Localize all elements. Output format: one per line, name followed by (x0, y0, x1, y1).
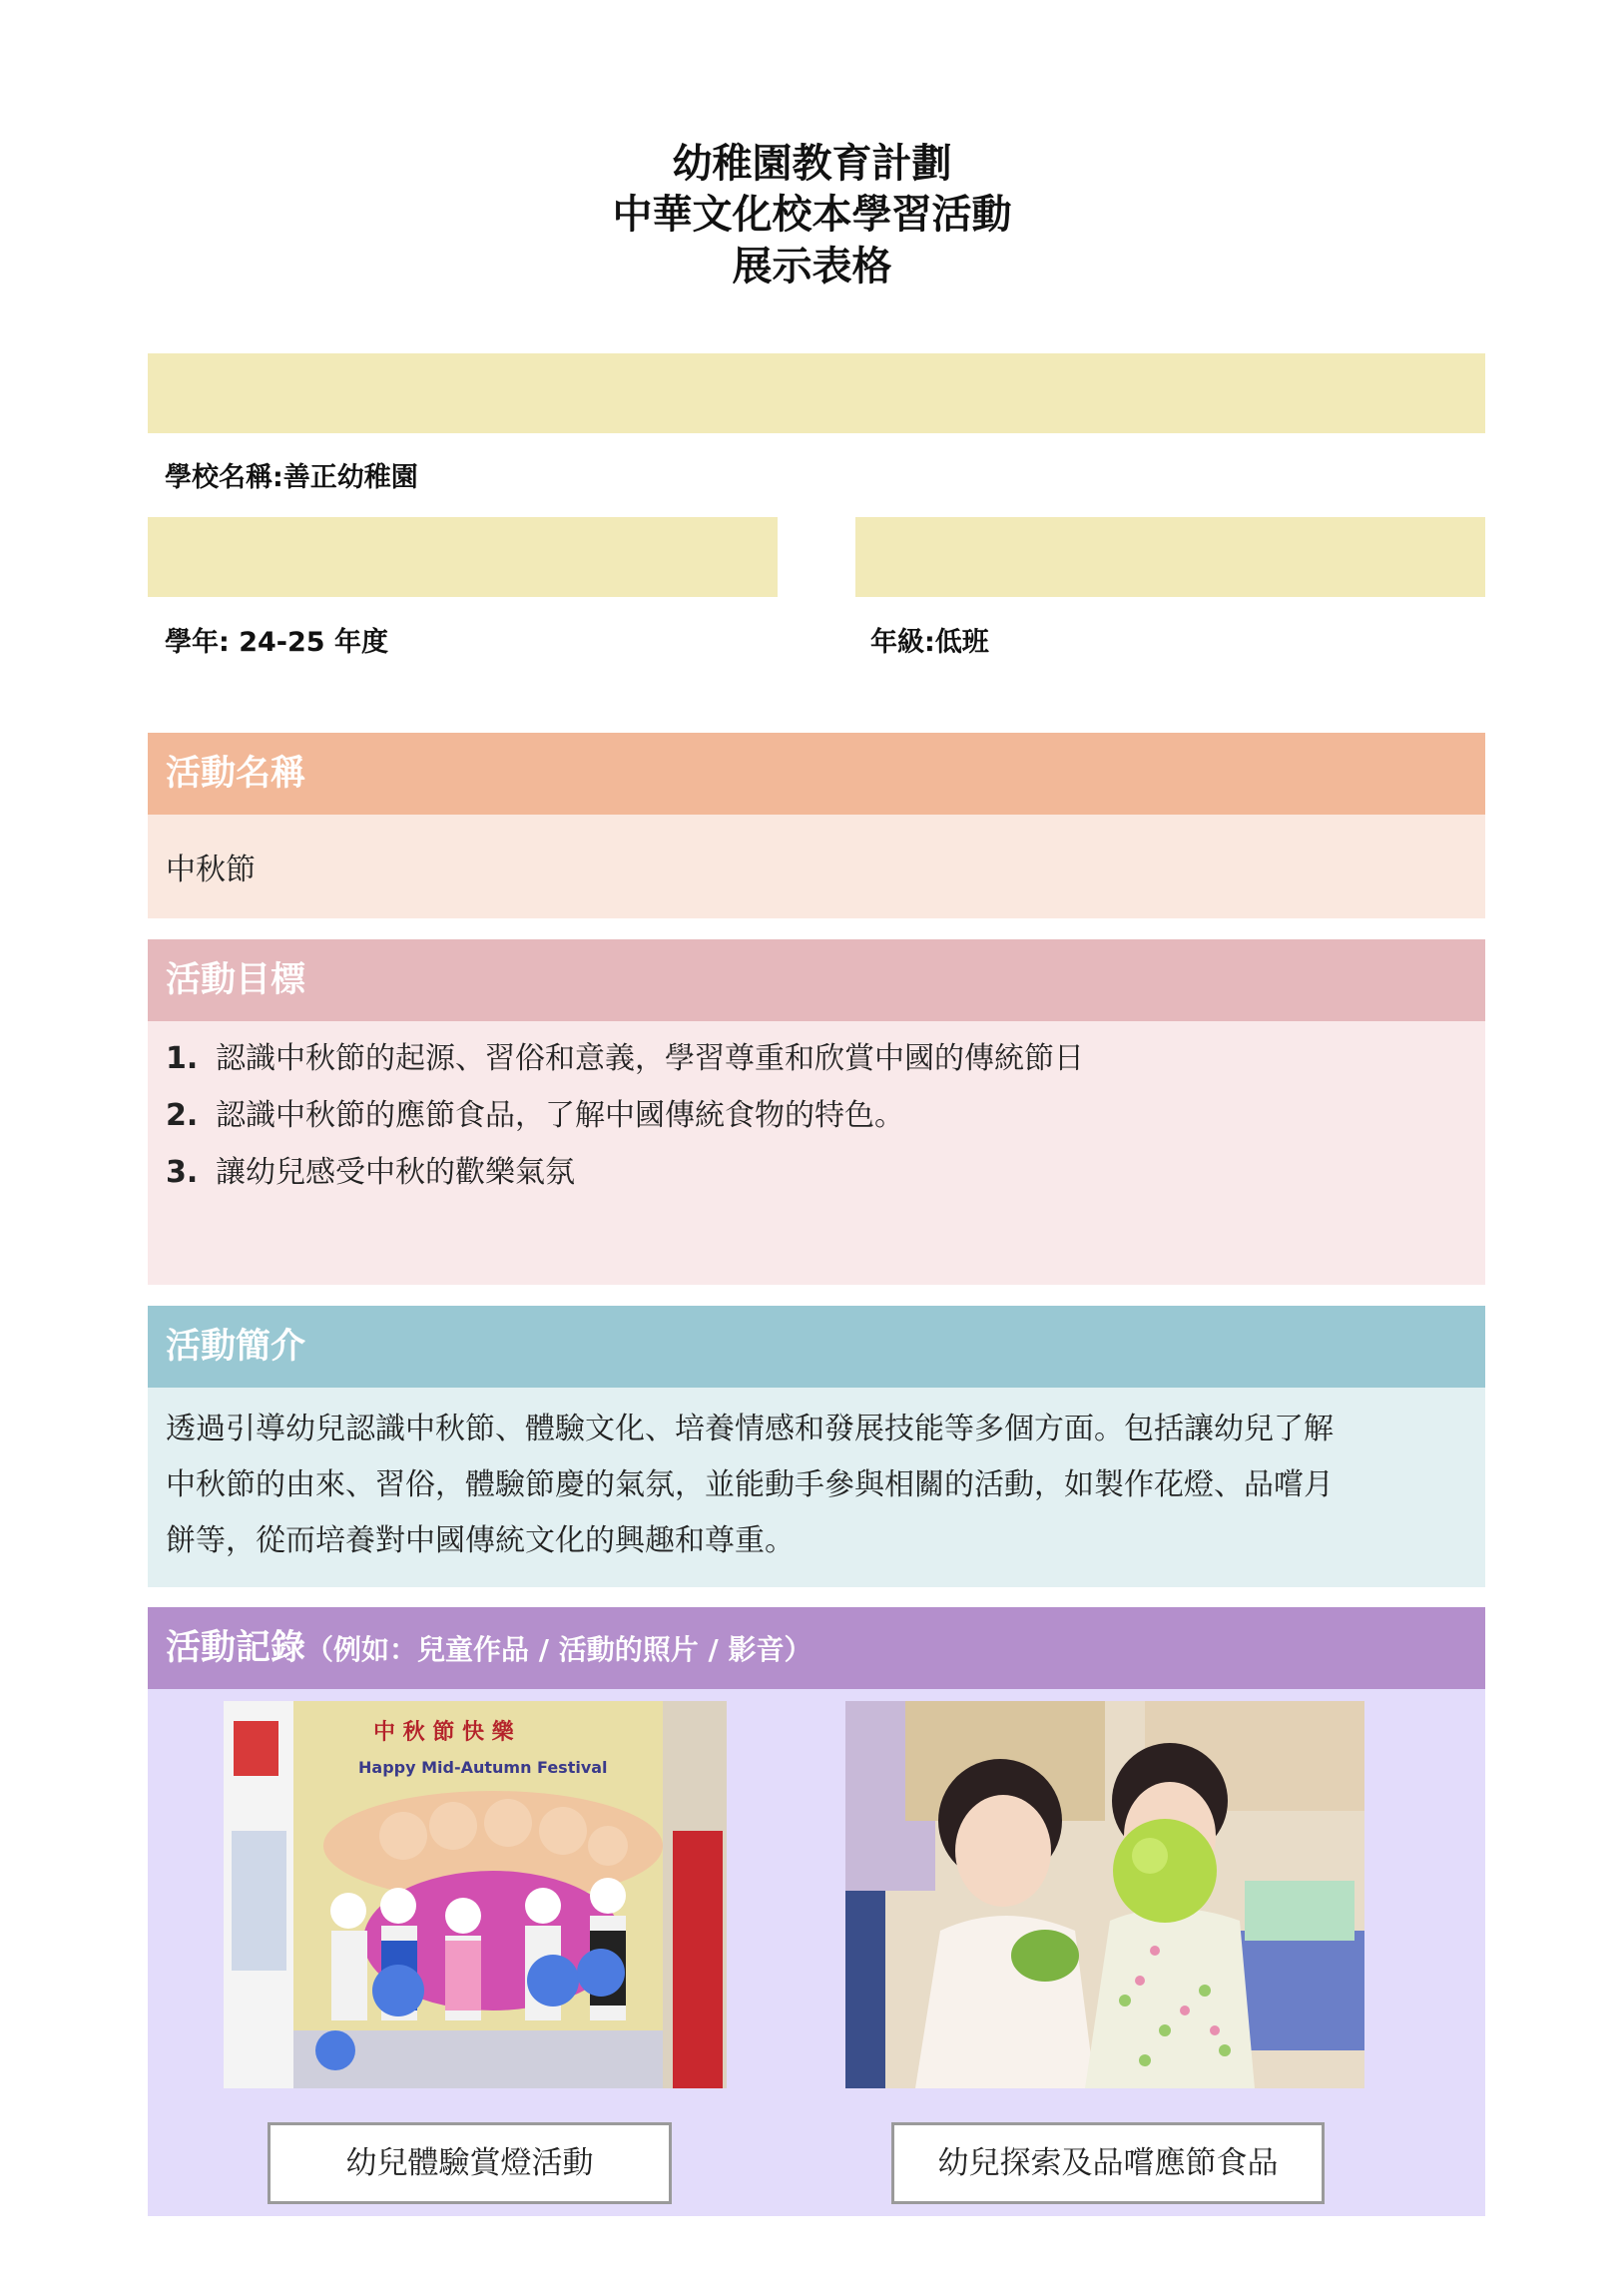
objective-number: 1. (166, 1041, 199, 1076)
intro-text (166, 1402, 1473, 1569)
food-tasting-photo (845, 1701, 1364, 2088)
banner-text: 中 秋 節 快 樂 (373, 1720, 514, 1745)
food-photo-illustration (845, 1701, 1364, 2088)
school-name: 學校名稱:善正幼稚園 (165, 462, 418, 493)
page-subtitle: 中華文化校本學習活動 (612, 192, 1012, 238)
intro-line: 中秋節的由來、習俗，體驗節慶的氣氛，並能動手參與相關的活動，如製作花燈、品嚐月 (166, 1467, 1334, 1502)
lantern-activity-photo (224, 1701, 727, 2088)
activity-name-value: 中秋節 (166, 853, 256, 887)
objective-number: 2. (166, 1098, 199, 1133)
intro-line: 透過引導幼兒認識中秋節、體驗文化、培養情感和發展技能等多個方面。包括讓幼兒了解 (166, 1412, 1334, 1446)
school-year: 學年: 24-25 年度 (165, 627, 388, 658)
record-label: 活動記錄 (166, 1628, 306, 1668)
grade-bar (855, 517, 1485, 597)
intro-line: 餅等，從而培養對中國傳統文化的興趣和尊重。 (166, 1523, 795, 1558)
school-year-bar (148, 517, 778, 597)
intro-header: 活動簡介 (148, 1306, 1485, 1388)
objective-item (166, 1147, 575, 1191)
page-form-title: 展示表格 (732, 244, 892, 289)
intro-body (148, 1388, 1485, 1587)
activity-name-header: 活動名稱 (148, 733, 1485, 815)
objective-text: 認識中秋節的起源、習俗和意義，學習尊重和欣賞中國的傳統節日 (216, 1041, 1084, 1076)
objective-item (166, 1033, 1084, 1077)
page-title: 幼稚園教育計劃 (672, 141, 952, 187)
objective-item (166, 1090, 904, 1134)
photo-caption-food: 幼兒探索及品嚐應節食品 (891, 2122, 1325, 2204)
school-name-bar (148, 353, 1485, 433)
record-sublabel: （例如：兒童作品 / 活動的照片 / 影音） (305, 1633, 812, 1666)
lantern-photo-illustration (224, 1701, 727, 2088)
grade: 年級:低班 (870, 627, 989, 658)
record-header (148, 1607, 1485, 1689)
activity-name-body (148, 815, 1485, 918)
objectives-header: 活動目標 (148, 939, 1485, 1021)
objective-number: 3. (166, 1155, 199, 1190)
photo-caption-lanterns: 幼兒體驗賞燈活動 (268, 2122, 672, 2204)
objective-text: 認識中秋節的應節食品，了解中國傳統食物的特色。 (216, 1098, 904, 1133)
banner-text-en: Happy Mid-Autumn Festival (358, 1758, 608, 1777)
objective-text: 讓幼兒感受中秋的歡樂氣氛 (216, 1155, 575, 1190)
objectives-body (148, 1021, 1485, 1285)
